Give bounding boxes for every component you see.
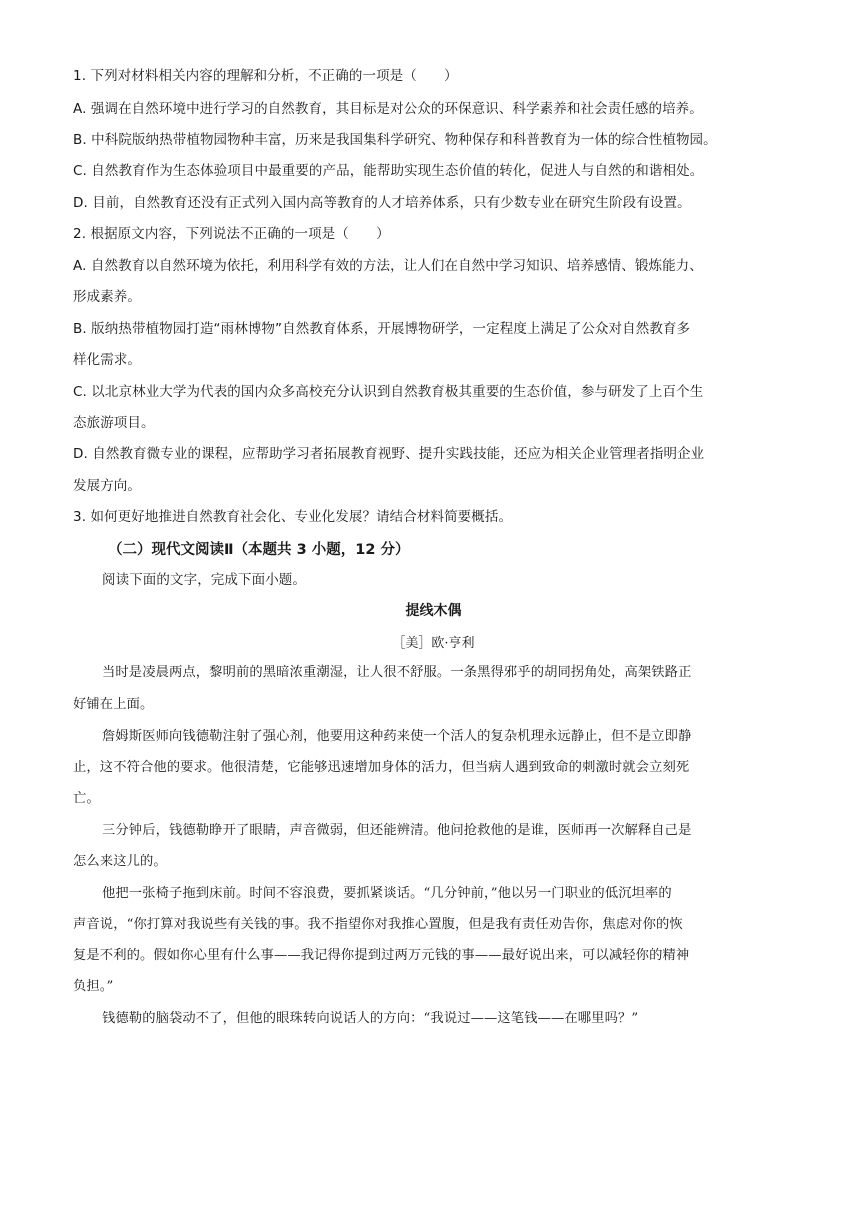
story-paragraph-4-line-3: 复是不利的。假如你心里有什么事——我记得你提到过两万元钱的事——最好说出来，可以减轻你的精神 (73, 948, 690, 963)
story-paragraph-2-line-3: 亡。 (73, 791, 100, 806)
section-heading: （二）现代文阅读Ⅱ（本题共 3 小题，12 分） (108, 542, 410, 558)
story-paragraph-4-line-1: 他把一张椅子拖到床前。时间不容浪费，要抓紧谈话。“几分钟前，”他以另一门职业的低沉坦率的 (102, 886, 672, 901)
question-1-option-d: D. 目前，自然教育还没有正式列入国内高等教育的人才培养体系，只有少数专业在研究生阶段有设置。 (73, 195, 691, 211)
question-1-option-b: B. 中科院版纳热带植物园物种丰富，历来是我国集科学研究、物种保存和科普教育为一体的综合性植物园。 (73, 132, 717, 148)
story-paragraph-5-line-1: 钱德勒的脑袋动不了，但他的眼珠转向说话人的方向：“我说过——这笔钱——在哪里吗？” (102, 1011, 639, 1026)
question-1-stem: 1. 下列对材料相关内容的理解和分析，不正确的一项是（ ） (73, 68, 458, 84)
question-1-option-c: C. 自然教育作为生态体验项目中最重要的产品，能帮助实现生态价值的转化，促进人与自然的和谐相处。 (73, 163, 704, 179)
question-2-stem: 2. 根据原文内容，下列说法不正确的一项是（ ） (73, 226, 390, 242)
question-2-option-d-cont: 发展方向。 (73, 478, 141, 494)
question-1-option-a: A. 强调在自然环境中进行学习的自然教育，其目标是对公众的环保意识、科学素养和社会责任感的培养。 (73, 101, 703, 117)
story-paragraph-3-line-2: 怎么来这儿的。 (73, 854, 167, 869)
section-instruction: 阅读下面的文字，完成下面小题。 (102, 572, 306, 588)
story-paragraph-3-line-1: 三分钟后，钱德勒睁开了眼睛，声音微弱，但还能辨清。他问抢救他的是谁，医师再一次解释自己是 (102, 823, 692, 838)
story-paragraph-4-line-4: 负担。” (73, 979, 114, 994)
question-2-option-c: C. 以北京林业大学为代表的国内众多高校充分认识到自然教育极其重要的生态价值，参与研发了上百个生 (73, 384, 704, 400)
question-3-stem: 3. 如何更好地推进自然教育社会化、专业化发展？请结合材料简要概括。 (73, 509, 513, 525)
question-2-option-a: A. 自然教育以自然环境为依托，利用科学有效的方法，让人们在自然中学习知识、培养感情、锻炼能力、 (73, 258, 703, 274)
story-paragraph-4-line-2: 声音说，“你打算对我说些有关钱的事。我不指望你对我推心置腹，但是我有责任劝告你，焦虑对你的恢 (73, 917, 683, 932)
story-author: ［美］欧·亨利 (392, 636, 475, 651)
question-2-option-a-cont: 形成素养。 (73, 289, 141, 305)
question-2-option-d: D. 自然教育微专业的课程，应帮助学习者拓展教育视野、提升实践技能，还应为相关企业管理者指明企业 (73, 446, 705, 462)
story-paragraph-2-line-1: 詹姆斯医师向钱德勒注射了强心剂，他要用这种药来使一个活人的复杂机理永远静止，但不是立即静 (102, 729, 692, 744)
story-paragraph-1-line-2: 好铺在上面。 (73, 697, 154, 712)
story-paragraph-2-line-2: 止，这不符合他的要求。他很清楚，它能够迅速增加身体的活力，但当病人遇到致命的刺激时就会立刻死 (73, 760, 690, 775)
story-paragraph-1-line-1: 当时是凌晨两点，黎明前的黑暗浓重潮湿，让人很不舒服。一条黑得邪乎的胡同拐角处，高架铁路正 (102, 665, 692, 680)
story-title: 提线木偶 (405, 603, 462, 619)
question-2-option-b-cont: 样化需求。 (73, 352, 141, 368)
question-2-option-c-cont: 态旅游项目。 (73, 415, 155, 431)
question-2-option-b: B. 版纳热带植物园打造“雨林博物”自然教育体系，开展博物研学，一定程度上满足了公众对自然教育多 (73, 321, 691, 337)
